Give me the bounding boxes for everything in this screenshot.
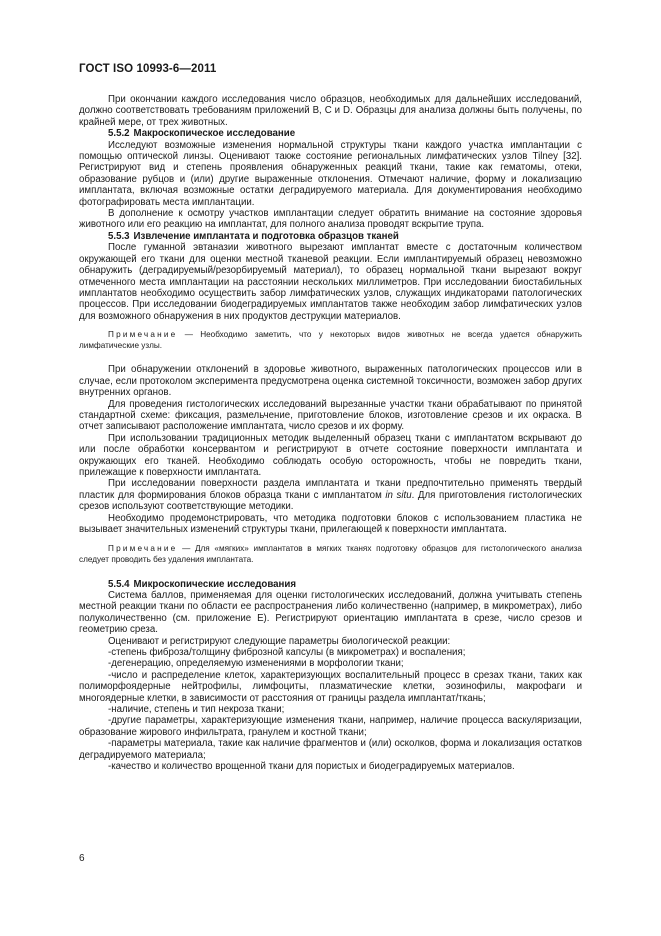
note-label: Примечание bbox=[108, 544, 178, 554]
document-header: ГОСТ ISO 10993-6—2011 bbox=[79, 63, 217, 75]
list-item bbox=[79, 704, 582, 715]
paragraph: Система баллов, применяемая для оценки гистологических исследований, должна учитывать степень местной реакции ткани по области ее распространения либо количественно (например, в микрометрах), либо полуколичественно (см. приложение Е). Регистрируют ориентацию имплантата в срезе, число срезов и геометрию среза. bbox=[79, 590, 582, 636]
section-heading-5-5-2 bbox=[79, 128, 582, 139]
paragraph bbox=[79, 478, 582, 512]
note-text: — Для «мягких» имплантатов в мягких тканях подготовку образцов для гистологического анализа следует проводить без удаления имплантата. bbox=[79, 544, 582, 564]
section-number: 5.5.3 bbox=[108, 230, 130, 242]
list-item bbox=[79, 647, 582, 658]
list-item bbox=[79, 738, 582, 761]
note-text: — Необходимо заметить, что у некоторых видов животных не всегда удается обнаружить лимфатические узлы. bbox=[79, 330, 582, 350]
note bbox=[79, 330, 582, 351]
parameter-list bbox=[79, 647, 582, 772]
list-marker: - bbox=[108, 669, 112, 681]
list-marker: - bbox=[108, 761, 112, 773]
section-title: Макроскопическое исследование bbox=[133, 128, 296, 140]
section-number: 5.5.4 bbox=[108, 578, 130, 590]
list-marker: - bbox=[108, 704, 112, 716]
note bbox=[79, 544, 582, 565]
list-item-text: качество и количество врощенной ткани для пористых и биодеградируемых материалов. bbox=[111, 761, 515, 773]
paragraph-emphasis: in situ bbox=[385, 489, 412, 501]
paragraph: Для проведения гистологических исследований вырезанные участки ткани обрабатывают по принятой стандартной схеме: фиксация, размельчение, приготовление блоков, изготовление срезов и их окраска. В отчет записывают расположение имплантата, число срезов и их форму. bbox=[79, 398, 582, 433]
section-number: 5.5.2 bbox=[108, 128, 130, 140]
list-item bbox=[79, 715, 582, 738]
list-item-text: параметры материала, такие как наличие фрагментов и (или) осколков, форма и локализация остатков деградируемого материала; bbox=[79, 738, 582, 761]
paragraph-part: При исследовании поверхности раздела имплантата и ткани предпочтительно применять твердый пластик для формирования блоков образца ткани с имплантатом bbox=[79, 478, 582, 501]
paragraph-part: . Для приготовления гистологических срезов используют соответствующие методики. bbox=[79, 489, 582, 513]
paragraph: В дополнение к осмотру участков имплантации следует обратить внимание на состояние здоровья животного или его реакцию на имплантат, для полного анализа проводят вскрытие трупа. bbox=[79, 208, 582, 231]
list-item bbox=[79, 658, 582, 669]
paragraph: При окончании каждого исследования число образцов, необходимых для дальнейших исследований, должно соответствовать требованиям приложений B, C и D. Образцы для анализа должны быть получены, по крайней мере, от трех животных. bbox=[79, 94, 582, 128]
list-marker: - bbox=[108, 738, 112, 750]
list-item-text: дегенерацию, определяемую изменениями в морфологии ткани; bbox=[111, 658, 404, 670]
list-item-text: степень фиброза/толщину фиброзной капсулы (в микрометрах) и воспаления; bbox=[111, 647, 466, 659]
list-item-text: другие параметры, характеризующие изменения ткани, например, наличие процесса васкуляризации, образование жирового инфильтрата, гранулем и костной ткани; bbox=[79, 715, 582, 738]
paragraph: При обнаружении отклонений в здоровье животного, выраженных патологических процессов или в случае, если протоколом эксперимента предусмотрена оценка системной токсичности, возможен забор других внутренних органов. bbox=[79, 364, 582, 399]
section-title: Извлечение имплантата и подготовка образцов тканей bbox=[133, 230, 399, 242]
paragraph: После гуманной эвтаназии животного вырезают имплантат вместе с достаточным количеством окружающей его ткани для оценки местной тканевой реакции. Если имплантируемый образец невозможно обнаружить (деградируемый/резорбируемый материал), то образец нормальной ткани вырезают вокруг отмеченного места имплантации на расстоянии нескольких миллиметров. При исследовании биостабильных имплантатов необходимо осуществить забор лимфатических узлов, служащих индикаторами патологических процессов. При исследовании биодеградируемых имплантатов также необходим забор лимфатических узлов для возможного обнаружения в них продуктов деструкции материалов. bbox=[79, 242, 582, 322]
paragraph: При использовании традиционных методик выделенный образец ткани с имплантатом вскрывают до или после обработки консервантом и регистрируют в отчете состояние поверхности имплантата и окружающих его тканей. Необходимо соблюдать особую осторожность, чтобы не повредить ткани, прилежащие к поверхности имплантата. bbox=[79, 432, 582, 478]
list-item bbox=[79, 670, 582, 704]
list-item-text: число и распределение клеток, характеризующих воспалительный процесс в срезах ткани, таких как полиморфоядерные нейтрофилы, лимфоциты, плазматические клетки, эозинофилы, макрофаги и многоядерные клетки, в зависимости от расстояния от границы раздела имплантат/ткань; bbox=[79, 669, 582, 704]
paragraph: Необходимо продемонстрировать, что методика подготовки блоков с использованием пластика не вызывает значительных изменений структуры ткани, прилегающей к поверхности имплантата. bbox=[79, 512, 582, 535]
section-heading-5-5-3 bbox=[79, 231, 582, 242]
document-body bbox=[79, 94, 582, 773]
paragraph: Оценивают и регистрируют следующие параметры биологической реакции: bbox=[108, 635, 451, 647]
list-marker: - bbox=[108, 647, 112, 659]
list-marker: - bbox=[108, 715, 112, 727]
paragraph: Исследуют возможные изменения нормальной структуры ткани каждого участка имплантации с помощью оптической линзы. Оценивают также состояние региональных лимфатических узлов Tilney [32]. Регистрируют вид и степень проявления обнаруженных реакций ткани, такие как гематомы, отеки, образование рубцов и (или) другие выраженные отклонения. Отмечают наличие, форму и локализацию имплантата, включая возможные остатки деградируемого материала. Для документирования необходимо фотографировать места имплантации. bbox=[79, 139, 582, 208]
section-heading-5-5-4 bbox=[79, 579, 582, 590]
list-marker: - bbox=[108, 658, 112, 670]
note-label: Примечание bbox=[108, 330, 178, 340]
list-item-text: наличие, степень и тип некроза ткани; bbox=[111, 704, 285, 716]
page-number: 6 bbox=[79, 853, 85, 864]
section-title: Микроскопические исследования bbox=[133, 578, 297, 590]
list-item bbox=[79, 761, 582, 772]
